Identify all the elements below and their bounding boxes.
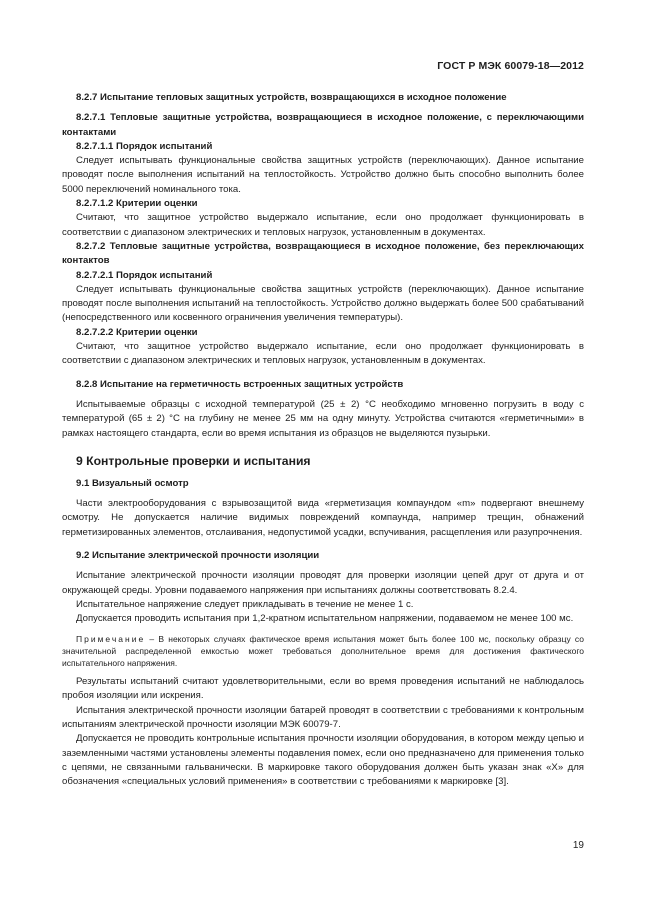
- section-9-2-para-1: Испытание электрической прочности изоляции проводят для проверки изоляции цепей друг от друга и от окружающей среды. Уровни подаваемого напряжения при испытаниях должны соответствовать 8.2.4.: [62, 570, 584, 596]
- section-8-2-8-title: 8.2.8 Испытание на герметичность встроенных защитных устройств: [76, 378, 404, 390]
- section-9-title: 9 Контрольные проверки и испытания: [76, 453, 311, 468]
- section-8-2-8-text: Испытываемые образцы с исходной температурой (25 ± 2) °С необходимо мгновенно погрузить в воду с температурой (65 ± 2) °С на глубину не менее 25 мм на одну минуту. Устройства считаются «герметичными» в рамках настоящего стандарта, если во время испытания из образцов не выделяются пузырьки.: [62, 398, 584, 439]
- page-number: 19: [572, 840, 584, 851]
- section-9-1-title: 9.1 Визуальный осмотр: [76, 477, 189, 489]
- section-8-2-7-2-2-title: 8.2.7.2.2 Критерии оценки: [76, 326, 198, 338]
- section-9-2-para-2: Испытательное напряжение следует прикладывать в течение не менее 1 с.: [76, 598, 414, 610]
- section-8-2-7-2-1-text: Следует испытывать функциональные свойства защитных устройств (переключающих). Данное испытание проводят после выполнения испытаний на теплостойкость. Устройство должно выдержать более 500 срабатываний (непосредственного или косвенного ограничения увеличения температуры).: [62, 283, 584, 324]
- section-8-2-7-1-2-title: 8.2.7.1.2 Критерии оценки: [76, 198, 198, 210]
- section-9-1-text: Части электрооборудования с взрывозащитой вида «герметизация компаундом «m» подвергают внешнему осмотру. Не допускается наличие видимых повреждений компаунда, например трещин, обнажений герметизированных элементов, отслаивания, недопустимой усадки, вспучивания, расщепления или разупрочнения.: [62, 498, 584, 538]
- section-8-2-7-1-title: 8.2.7.1 Тепловые защитные устройства, возвращающиеся в исходное положение, с переключающими контактами: [62, 112, 584, 138]
- note-label: Примечание: [76, 633, 146, 644]
- document-header: ГОСТ Р МЭК 60079-18—2012: [437, 60, 584, 72]
- section-9-2-para-5: Испытания электрической прочности изоляции батарей проводят в соответствии с требованиями к контрольным испытаниям электрической прочности изоляции МЭК 60079-7.: [62, 704, 584, 730]
- section-9-2-para-4: Результаты испытаний считают удовлетворительными, если во время проведения испытаний не наблюдалось пробоя изоляции или искрения.: [62, 676, 584, 702]
- section-8-2-7-1-1-title: 8.2.7.1.1 Порядок испытаний: [76, 140, 213, 152]
- section-9-2-title: 9.2 Испытание электрической прочности изоляции: [76, 550, 320, 562]
- section-8-2-7-1-2-text: Считают, что защитное устройство выдержало испытание, если оно продолжает функционировать в соответствии с диапазоном электрических и тепловых нагрузок, установленным в документах.: [62, 212, 584, 238]
- section-8-2-7-2-1-title: 8.2.7.2.1 Порядок испытаний: [76, 269, 213, 281]
- note-text: – В некоторых случаях фактическое время испытания может быть более 100 мс, поскольку образцу со значительной распределенной емкостью может требоваться дополнительное время для достижения фактического испытательного напряжения.: [62, 633, 584, 668]
- section-9-2-para-6: Допускается не проводить контрольные испытания прочности изоляции оборудования, в котором между цепью и заземленными частями установлены элементы подавления помех, если оно предназначено для применения только с цепями, не связанными гальванически. В маркировке такого оборудования должен быть указан знак «X» для обозначения «специальных условий применения» в соответствии с требованиями к маркировке [3].: [62, 733, 584, 788]
- section-8-2-7-title: 8.2.7 Испытание тепловых защитных устройств, возвращающихся в исходное положение: [76, 92, 507, 103]
- section-8-2-7-1-1-text: Следует испытывать функциональные свойства защитных устройств (переключающих). Данное испытание проводят после выполнения испытаний на теплостойкость. Устройство должно быть способно выполнить более 5000 переключений номинального тока.: [62, 155, 584, 195]
- document-body: [62, 91, 584, 789]
- section-8-2-7-2-2-text: Считают, что защитное устройство выдержало испытание, если оно продолжает функционировать в соответствии с диапазоном электрических и тепловых нагрузок, установленным в документах.: [62, 341, 584, 367]
- section-9-2-para-3: Допускается проводить испытания при 1,2-кратном испытательном напряжении, подаваемом не менее 100 мс.: [76, 613, 574, 625]
- section-8-2-7-2-title: 8.2.7.2 Тепловые защитные устройства, возвращающиеся в исходное положение, без переключающих контактов: [62, 240, 584, 267]
- note: [62, 633, 584, 670]
